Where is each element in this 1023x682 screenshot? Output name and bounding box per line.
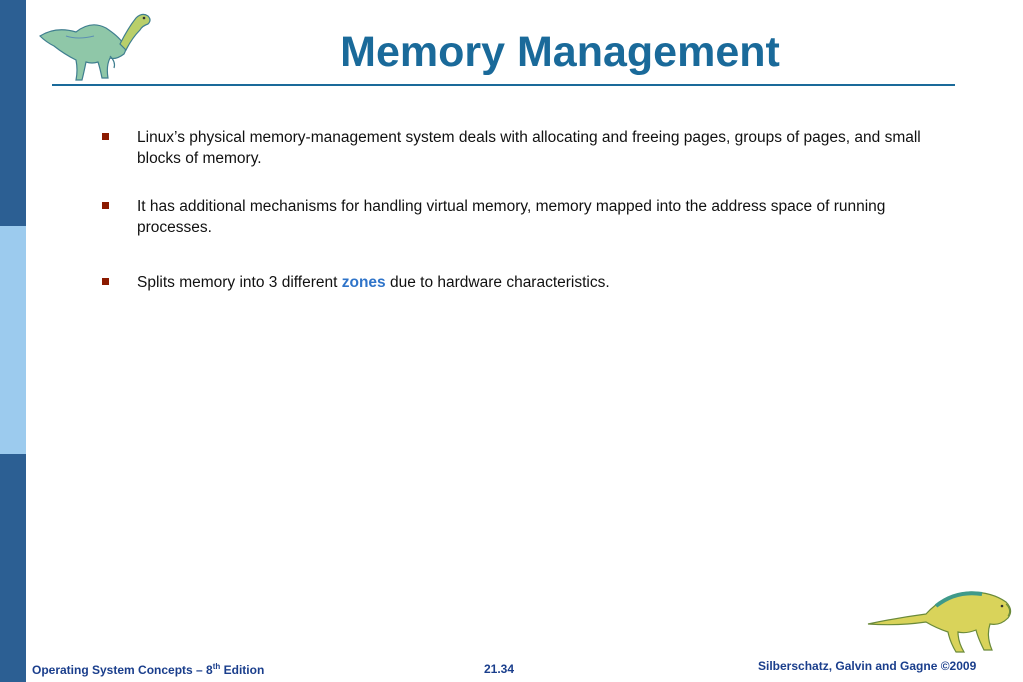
title-underline: [52, 84, 955, 86]
slide-title: Memory Management: [340, 28, 780, 76]
sidebar-segment-dark-top: [0, 0, 26, 226]
square-bullet-icon: [102, 202, 109, 209]
bullet-text: It has additional mechanisms for handling virtual memory, memory mapped into the address space of running processes.: [137, 198, 886, 236]
footer-copyright: Silberschatz, Galvin and Gagne ©2009: [758, 659, 977, 673]
footer-book-title: Operating System Concepts – 8th Edition: [32, 662, 265, 677]
dinosaur-icon-bottom: [866, 584, 1016, 656]
bullet-text: Linux’s physical memory-management system deals with allocating and freeing pages, groups of pages, and small blocks of memory.: [137, 129, 921, 167]
bullet-text-before: Splits memory into 3 different: [137, 274, 342, 291]
square-bullet-icon: [102, 278, 109, 285]
left-sidebar-bar: [0, 0, 26, 682]
bullet-list: [100, 127, 930, 293]
highlight-zones: zones: [341, 274, 386, 291]
footer-slide-number: 21.34: [484, 662, 515, 676]
bullet-item: [100, 127, 930, 169]
square-bullet-icon: [102, 133, 109, 140]
bullet-text-after: due to hardware characteristics.: [385, 274, 610, 291]
bullet-item: [100, 272, 930, 293]
sidebar-segment-light: [0, 226, 26, 454]
sidebar-segment-dark-bottom: [0, 454, 26, 682]
bullet-item: [100, 196, 930, 238]
dinosaur-icon-top: [36, 6, 156, 84]
